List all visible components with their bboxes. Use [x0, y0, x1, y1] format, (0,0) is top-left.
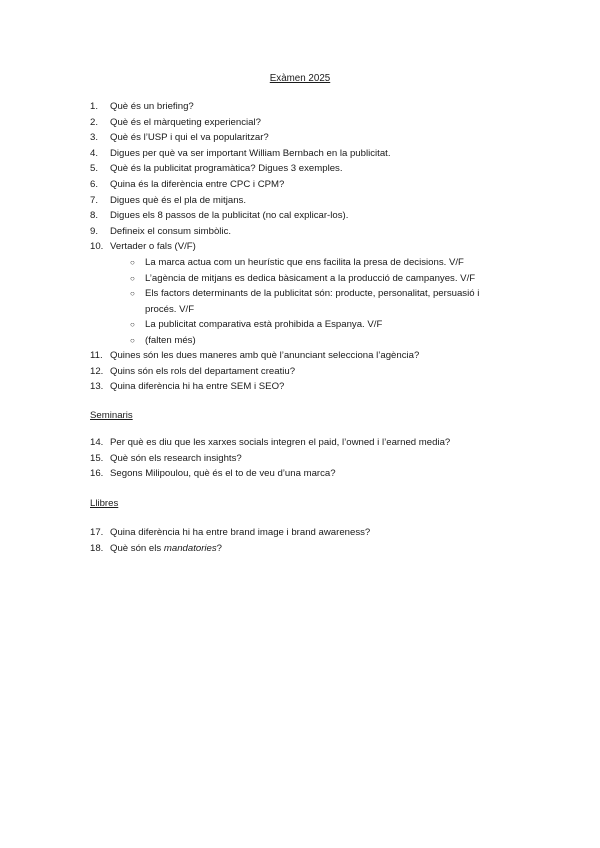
true-false-statement: La publicitat comparativa està prohibida a Espanya. V/F — [145, 319, 383, 331]
circle-bullet-icon: ○ — [130, 273, 135, 283]
question-number: 10. — [90, 241, 104, 253]
question-number: 5. — [90, 163, 99, 175]
question-number: 8. — [90, 210, 99, 222]
question-number: 12. — [90, 365, 104, 377]
question-text: Vertader o fals (V/F) — [110, 241, 196, 253]
question-text: Què són els mandatories? — [110, 542, 223, 554]
question-item — [90, 130, 510, 146]
question-item — [90, 525, 510, 541]
question-text: Què és el màrqueting experiencial? — [110, 116, 261, 128]
questions-list-seminaris — [90, 435, 510, 482]
question-number: 11. — [90, 350, 103, 361]
true-false-item — [130, 317, 500, 333]
question-number: 18. — [90, 542, 104, 554]
questions-list-after — [90, 348, 510, 395]
true-false-statement: Els factors determinants de la publicitat són: producte, personalitat, persuasió i procés. V/F — [145, 288, 480, 315]
true-false-list — [90, 255, 510, 349]
question-text: Què és la publicitat programàtica? Digues 3 exemples. — [110, 163, 343, 175]
circle-bullet-icon: ○ — [130, 320, 135, 330]
true-false-item — [130, 271, 500, 287]
question-text: Quines són les dues maneres amb què l’anunciant selecciona l’agència? — [110, 350, 420, 361]
question-text: Digues per què va ser important William Bernbach en la publicitat. — [110, 147, 391, 159]
question-item — [90, 115, 510, 131]
question-number: 15. — [90, 452, 104, 464]
question-number: 3. — [90, 132, 99, 144]
emphasized-term: mandatories — [163, 542, 217, 554]
question-text: Digues què és el pla de mitjans. — [110, 194, 246, 206]
question-item — [90, 348, 510, 364]
question-text: Què és un briefing? — [110, 101, 194, 112]
question-text: Quina diferència hi ha entre brand image i brand awareness? — [110, 527, 371, 538]
question-text: Què són els research insights? — [110, 452, 242, 464]
question-item — [90, 177, 510, 193]
true-false-item — [130, 286, 500, 317]
section-heading-llibres: Llibres — [90, 498, 119, 509]
question-number: 1. — [90, 101, 99, 112]
true-false-statement: (falten més) — [145, 334, 196, 346]
page-title: Exàmen 2025 — [269, 73, 331, 84]
question-item — [90, 435, 510, 451]
question-item — [90, 146, 510, 162]
questions-list-llibres — [90, 525, 510, 556]
question-item — [90, 193, 510, 209]
question-item — [90, 379, 510, 395]
question-text: Digues els 8 passos de la publicitat (no cal explicar-los). — [110, 210, 349, 222]
question-number: 14. — [90, 437, 104, 448]
question-number: 16. — [90, 468, 104, 480]
circle-bullet-icon: ○ — [130, 289, 135, 299]
question-text: Segons Milipoulou, què és el to de veu d’una marca? — [110, 468, 336, 480]
question-text: Què és l’USP i qui el va popularitzar? — [110, 132, 269, 144]
question-number: 2. — [90, 116, 99, 128]
true-false-statement: L’agència de mitjans es dedica bàsicament a la producció de campanyes. V/F — [145, 272, 476, 284]
question-number: 6. — [90, 178, 99, 190]
question-item — [90, 364, 510, 380]
question-text: Quina diferència hi ha entre SEM i SEO? — [110, 381, 285, 393]
question-number: 4. — [90, 147, 99, 159]
question-number: 7. — [90, 194, 99, 206]
true-false-statement: La marca actua com un heurístic que ens facilita la presa de decisions. V/F — [145, 257, 464, 268]
question-item — [90, 208, 510, 224]
question-number: 13. — [90, 381, 104, 393]
question-number: 9. — [90, 225, 99, 237]
true-false-item — [130, 333, 500, 349]
question-item — [90, 161, 510, 177]
questions-list-main — [90, 99, 510, 255]
question-item — [90, 99, 510, 115]
question-item — [90, 466, 510, 482]
true-false-item — [130, 255, 500, 271]
circle-bullet-icon: ○ — [130, 335, 135, 345]
section-heading-seminaris: Seminaris — [90, 410, 133, 421]
question-number: 17. — [90, 527, 104, 538]
question-item — [90, 451, 510, 467]
circle-bullet-icon: ○ — [130, 258, 135, 267]
question-item — [90, 239, 510, 255]
question-text: Quina és la diferència entre CPC i CPM? — [110, 178, 285, 190]
question-text: Defineix el consum simbòlic. — [110, 225, 232, 237]
question-item — [90, 541, 510, 557]
question-text: Per què es diu que les xarxes socials integren el paid, l’owned i l’earned media? — [110, 437, 451, 448]
question-text: Quins són els rols del departament creatiu? — [110, 365, 296, 377]
question-item — [90, 224, 510, 240]
